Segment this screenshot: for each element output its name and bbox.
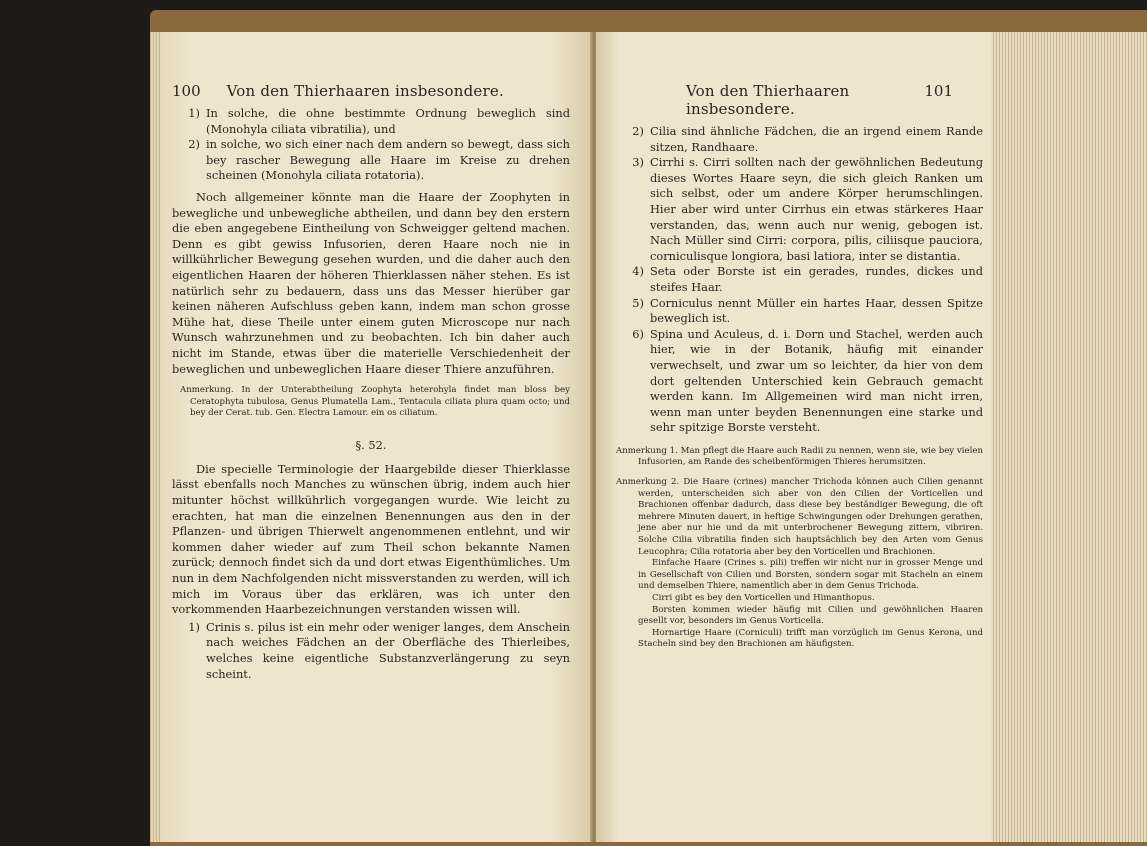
- page-number: 101: [924, 82, 953, 100]
- footnote: Anmerkung 2. Die Haare (crines) mancher Trichoda können auch Cilien genannt werden, unterscheiden sich aber von den Cilien der Vorticellen und Brachionen offenbar dadurch, dass diese bey beständiger Bewegung, die oft mehrere Minuten dauert, in heftige Schwingungen oder Drehungen gerathen, jene aber nur hie und da mit unterbrochener Bewegung zittern, vibriren. Solche Cilia vibratilia finden sich hauptsächlich bey den Arten vom Genus Leucophra; Cilia rotatoria aber bey den Vorticellen und Brachionen.: [616, 477, 983, 557]
- item-number: 6): [632, 326, 644, 341]
- page-number: 100: [172, 82, 201, 100]
- item-number: 2): [188, 137, 200, 152]
- item-number: 1): [188, 106, 200, 120]
- item-number: 2): [632, 124, 644, 138]
- list-item: [172, 620, 570, 682]
- list-item: [616, 264, 983, 295]
- page-edges-left: [150, 32, 160, 842]
- list-item: [616, 327, 983, 436]
- right-header: [616, 82, 983, 118]
- item-text: in solche, wo sich einer nach dem andern so bewegt, dass sich bey rascher Bewegung alle Haare im Kreise zu drehen scheinen (Monohyla ciliata rotatoria).: [206, 137, 570, 183]
- section-heading: §. 52.: [355, 437, 387, 452]
- item-text: Seta oder Borste ist ein gerades, rundes, dickes und steifes Haar.: [650, 264, 983, 294]
- item-number: 3): [632, 155, 644, 170]
- item-text: Spina und Aculeus, d. i. Dorn und Stachel, werden auch hier, wie in der Botanik, häufig mit einander verwechselt, und zwar um so leichter, da hier von dem dort geltenden Unterschied kein Gebrauch gemacht werden kann. Im Allgemeinen wird man nicht irren, wenn man unter beyden Benennungen eine starke und sehr spitzige Borste versteht.: [650, 326, 983, 435]
- footnote: Anmerkung. In der Unterabtheilung Zoophyta heterohyla findet man bloss bey Ceratophyta tubulosa, Genus Plumatella Lam., Tentacula ciliata plura quam octo; und bey der Cerat. tub. Gen. Electra Lamour. ein os ciliatum.: [180, 385, 570, 419]
- right-page: [596, 32, 991, 842]
- page-edges-right: [991, 32, 1147, 842]
- list-item: [616, 124, 983, 155]
- list-item: [616, 296, 983, 327]
- footnote-paragraph: Cirri gibt es bey den Vorticellen und Himanthopus.: [652, 593, 875, 603]
- item-text: In solche, die ohne bestimmte Ordnung beweglich sind (Monohyla ciliata vibratilia), und: [206, 106, 570, 136]
- item-text: Cirrhi s. Cirri sollten nach der gewöhnlichen Bedeutung dieses Wortes Haare seyn, die sich gleich Ranken um sich selbst, oder um andere Körper herumschlingen. Hier aber wird unter Cirrhus ein etwas stärkeres Haar verstanden, das, wenn auch nur wenig, gebogen ist. Nach Müller sind Cirri: corpora, pilis, ciliisque pauciora, corniculisque longiora, basi latiora, inter se distantia.: [650, 155, 983, 263]
- footnote-paragraph: Einfache Haare (Crines s. pili) treffen wir nicht nur in grosser Menge und in Gesellschaft von Cilien und Borsten, sondern sogar mit Stacheln an einem und demselben Thiere, namentlich aber in dem Genus Trichoda.: [638, 558, 983, 592]
- footnote: Anmerkung 1. Man pflegt die Haare auch Radii zu nennen, wenn sie, wie bey vielen Infusorien, am Rande des scheibenförmigen Thieres herumsitzen.: [616, 445, 983, 468]
- running-head: Von den Thierhaaren insbesondere.: [686, 82, 850, 118]
- footnote-paragraph: Borsten kommen wieder häufig mit Cilien und gewöhnlichen Haaren gesellt vor, besonders im Genus Vorticella.: [638, 604, 983, 627]
- left-header: [172, 82, 570, 100]
- item-text: Crinis s. pilus ist ein mehr oder weniger langes, dem Anschein nach weiches Fädchen an der Oberfläche des Thierleibes, welches keine eigentliche Substanzverlängerung zu seyn scheint.: [206, 619, 570, 681]
- item-text: Cilia sind ähnliche Fädchen, die an irgend einem Rande sitzen, Randhaare.: [650, 124, 983, 154]
- item-number: 5): [632, 295, 644, 310]
- book: [150, 10, 1147, 846]
- item-text: Corniculus nennt Müller ein hartes Haar, dessen Spitze beweglich ist.: [650, 295, 983, 326]
- list-item: [172, 106, 570, 137]
- footnote-paragraph: Hornartige Haare (Corniculi) trifft man vorzüglich im Genus Kerona, und Stacheln sind bey den Brachionen am häufigsten.: [638, 627, 983, 650]
- item-number: 4): [632, 264, 644, 279]
- left-page: [160, 32, 592, 842]
- running-head: Von den Thierhaaren insbesondere.: [226, 82, 504, 100]
- list-item: [172, 137, 570, 184]
- paragraph: Noch allgemeiner könnte man die Haare der Zoophyten in bewegliche und unbewegliche abtheilen, und dann bey den erstern die eben angegebene Eintheilung von Schweigger geltend machen. Denn es gibt gewiss Infusorien, deren Haare noch nie in willkührlicher Bewegung gesehen wurden, und die daher auch den eigentlichen Haaren der höheren Thierklassen näher stehen. Es ist natürlich sehr zu bedauern, dass uns das Messer hierüber gar keinen näheren Aufschluss geben kann, indem man schon grosse Mühe hat, diese Theile unter einem guten Microscope nur nach Wunsch wahrzunehmen und zu beobachten. Ich bin daher auch nicht im Stande, etwas über die materielle Verschiedenheit der beweglichen und unbeweglichen Haare dieser Thiere anzuführen.: [172, 189, 570, 376]
- list-item: [616, 155, 983, 264]
- item-number: 1): [188, 619, 200, 634]
- paragraph: Die specielle Terminologie der Haargebilde dieser Thierklasse lässt ebenfalls noch Manches zu wünschen übrig, indem auch hier mitunter höchst willkührlich vorgegangen wurde. Wie leicht zu erachten, hat man die einzelnen Benennungen aus den in der Pflanzen- und übrigen Thierwelt angenommenen entlehnt, und wir kommen daher wieder auf zum Theil schon bekannte Namen zurück; dennoch findet sich da und dort etwas Eigenthümliches. Um nun in dem Nachfolgenden nicht missverstanden zu werden, will ich mich im Voraus über das erklären, was ich unter den vorkommenden Haarbezeichnungen verstanden wissen will.: [172, 461, 570, 617]
